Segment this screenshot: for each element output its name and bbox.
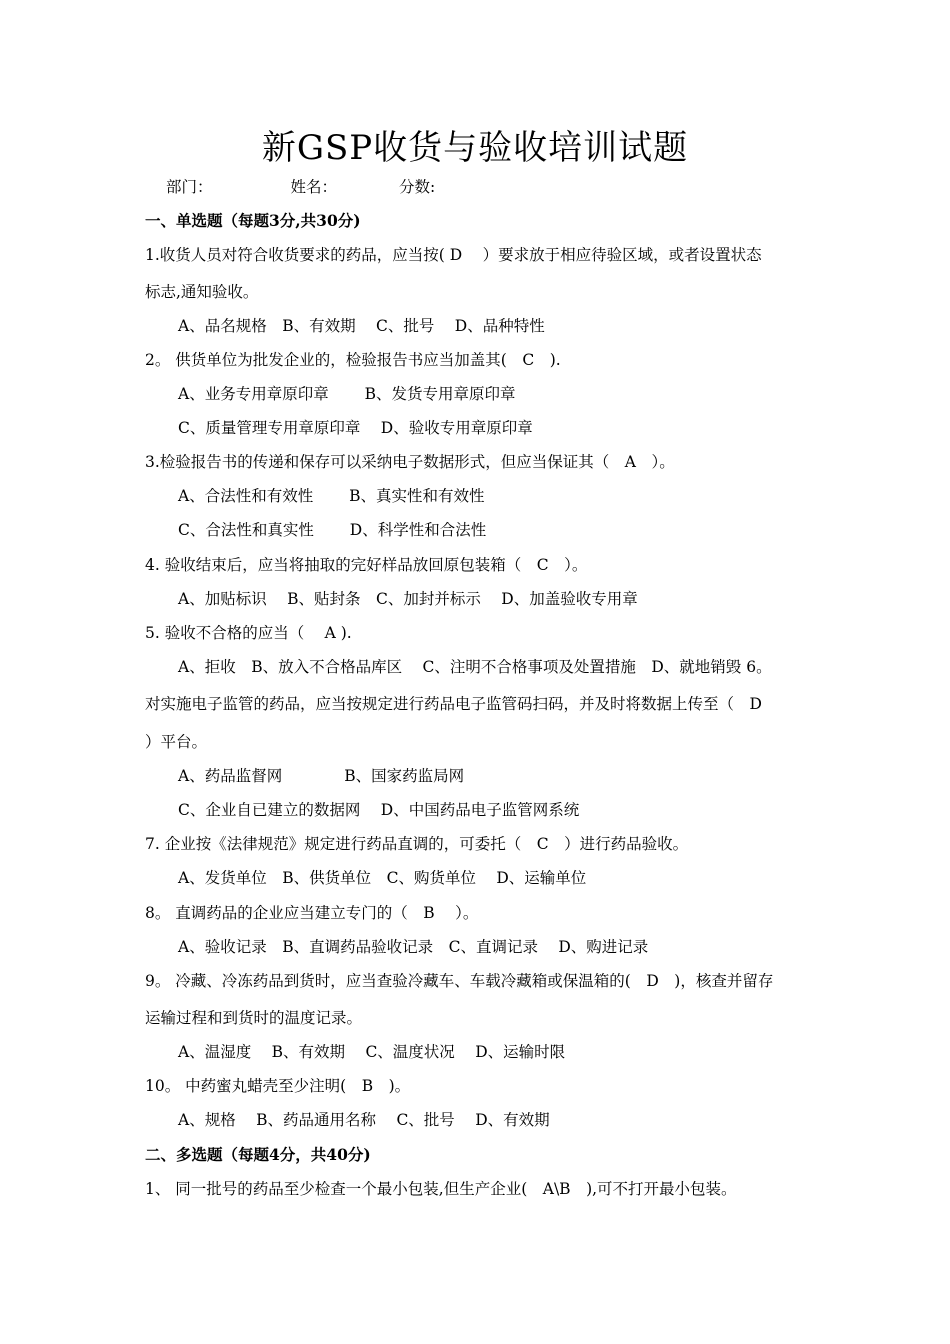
question-3-options-1: A、合法性和有效性 B、真实性和有效性: [178, 487, 485, 505]
question-5-options: A、拒收 B、放入不合格品库区 C、注明不合格事项及处置措施 D、就地销毁 6。: [178, 658, 772, 676]
question-1-options: A、品名规格 B、有效期 C、批号 D、品种特性: [178, 317, 545, 335]
header-fields: [166, 176, 435, 198]
question-8: 8。 直调药品的企业应当建立专门的（ B ）。: [145, 904, 479, 922]
question-9-line-2: 运输过程和到货时的温度记录。: [145, 1009, 363, 1027]
question-9-line-1: 9。 冷藏、冷冻药品到货时，应当查验冷藏车、车载冷藏箱或保温箱的( D )，核查并留存: [145, 972, 774, 990]
dept-label: 部门：: [166, 178, 213, 196]
question-1-line-2: 标志,通知验收。: [145, 283, 259, 301]
question-9-options: A、温湿度 B、有效期 C、温度状况 D、运输时限: [178, 1043, 566, 1061]
question-7-options: A、发货单位 B、供货单位 C、购货单位 D、运输单位: [178, 869, 587, 887]
question-6-options-1: A、药品监督网 B、国家药监局网: [178, 767, 465, 785]
name-label: 姓名：: [290, 178, 338, 196]
question-6-options-2: C、企业自已建立的数据网 D、中国药品电子监管网系统: [178, 801, 580, 819]
question-2: 2。 供货单位为批发企业的，检验报告书应当加盖其( C ).: [145, 351, 561, 369]
question-3-options-2: C、合法性和真实性 D、科学性和合法性: [178, 521, 487, 539]
document-title: 新GSP收货与验收培训试题: [261, 128, 689, 168]
question-10-options: A、规格 B、药品通用名称 C、批号 D、有效期: [178, 1111, 550, 1129]
question-7: 7. 企业按《法律规范》规定进行药品直调的，可委托（ C ）进行药品验收。: [145, 835, 689, 853]
question-4: 4. 验收结束后，应当将抽取的完好样品放回原包装箱（ C ）。: [145, 556, 588, 574]
question-1-line-1: 1.收货人员对符合收货要求的药品，应当按( D ）要求放于相应待验区域，或者设置状态: [145, 246, 762, 264]
question-4-options: A、加贴标识 B、贴封条 C、加封并标示 D、加盖验收专用章: [178, 590, 638, 608]
question-5: 5. 验收不合格的应当（ A ).: [145, 624, 352, 642]
multiple-question-1: 1、 同一批号的药品至少检查一个最小包装,但生产企业( A\B ),可不打开最小包装。: [145, 1180, 737, 1198]
question-8-options: A、验收记录 B、直调药品验收记录 C、直调记录 D、购进记录: [178, 938, 649, 956]
question-10: 10。 中药蜜丸蜡壳至少注明( B )。: [145, 1077, 411, 1095]
section-heading-multiple-choice: 二、多选题（每题4分，共40分): [145, 1145, 371, 1164]
question-6-line-2: ）平台。: [145, 733, 208, 751]
score-label: 分数:: [399, 178, 436, 196]
question-2-options-1: A、业务专用章原印章 B、发货专用章原印章: [178, 385, 516, 403]
question-2-options-2: C、质量管理专用章原印章 D、验收专用章原印章: [178, 419, 533, 437]
question-3: 3.检验报告书的传递和保存可以采纳电子数据形式，但应当保证其（ A ）。: [145, 453, 675, 471]
section-heading-single-choice: 一、单选题（每题3分,共30分): [145, 211, 361, 230]
question-6-line-1: 对实施电子监管的药品，应当按规定进行药品电子监管码扫码，并及时将数据上传至（ D: [145, 695, 762, 713]
